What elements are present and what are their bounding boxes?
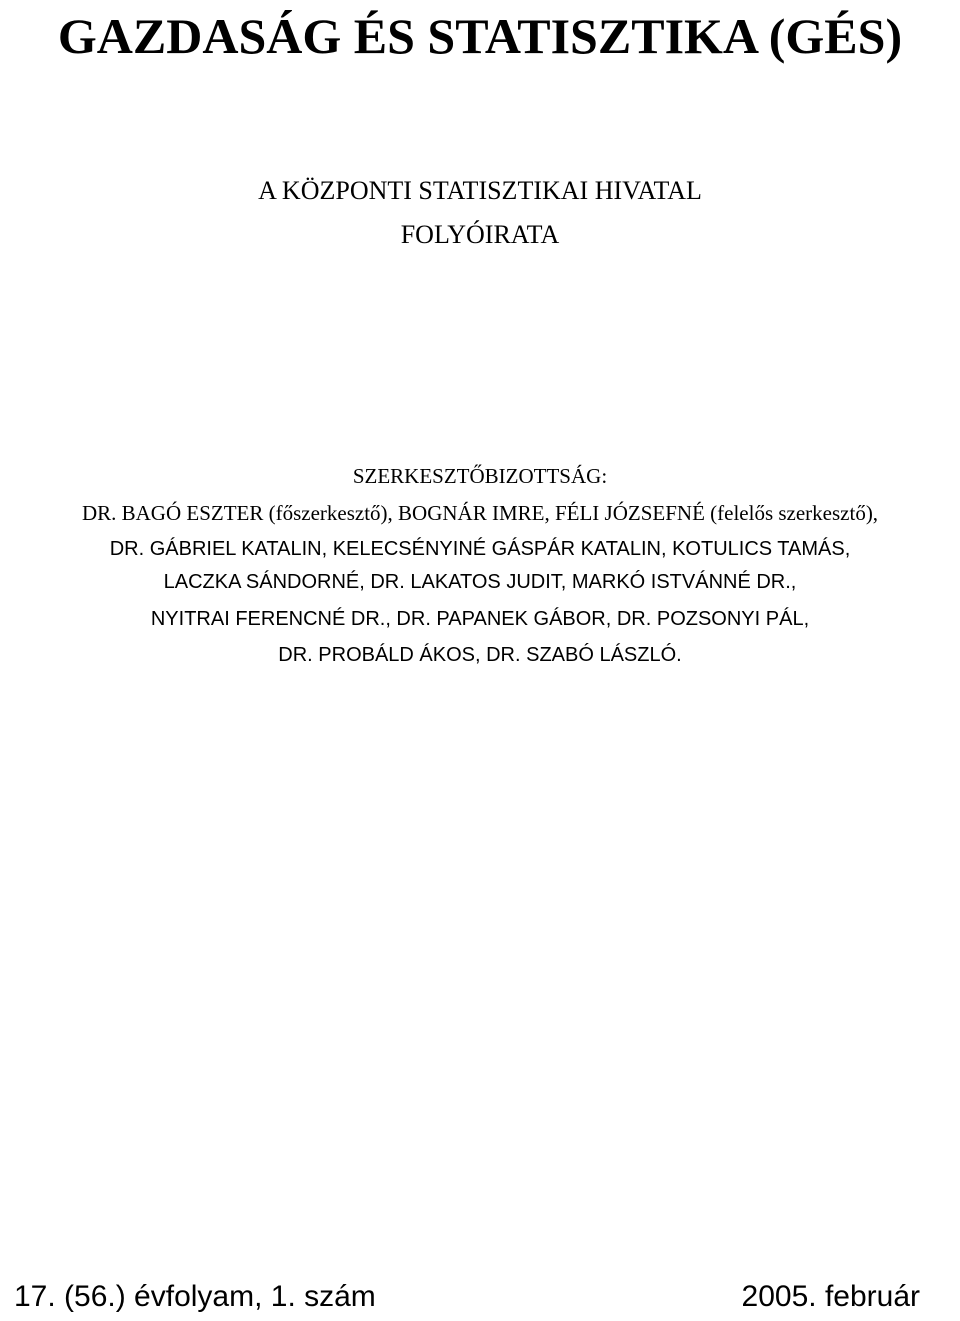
editorial-board-line: DR. BAGÓ ESZTER (főszerkesztő), BOGNÁR IMRE, FÉLI JÓZSEFNÉ (felelős szerkesztő), <box>81 501 879 525</box>
volume-issue: 17. (56.) évfolyam, 1. szám <box>14 1280 376 1313</box>
publication-type-line: FOLYÓIRATA <box>400 220 560 249</box>
editorial-board-line: NYITRAI FERENCNÉ DR., DR. PAPANEK GÁBOR, DR. POZSONYI PÁL, <box>150 608 810 630</box>
editorial-board-line: DR. PROBÁLD ÁKOS, DR. SZABÓ LÁSZLÓ. <box>278 644 682 666</box>
issue-date: 2005. február <box>741 1280 920 1313</box>
publisher-line: A KÖZPONTI STATISZTIKAI HIVATAL <box>258 176 702 205</box>
editorial-board-line: DR. GÁBRIEL KATALIN, KELECSÉNYINÉ GÁSPÁR KATALIN, KOTULICS TAMÁS, <box>109 538 851 560</box>
journal-title: GAZDASÁG ÉS STATISZTIKA (GÉS) <box>57 8 903 64</box>
editorial-board-line: LACZKA SÁNDORNÉ, DR. LAKATOS JUDIT, MARKÓ ISTVÁNNÉ DR., <box>163 571 797 593</box>
editorial-board-heading: SZERKESZTŐBIZOTTSÁG: <box>352 464 608 488</box>
